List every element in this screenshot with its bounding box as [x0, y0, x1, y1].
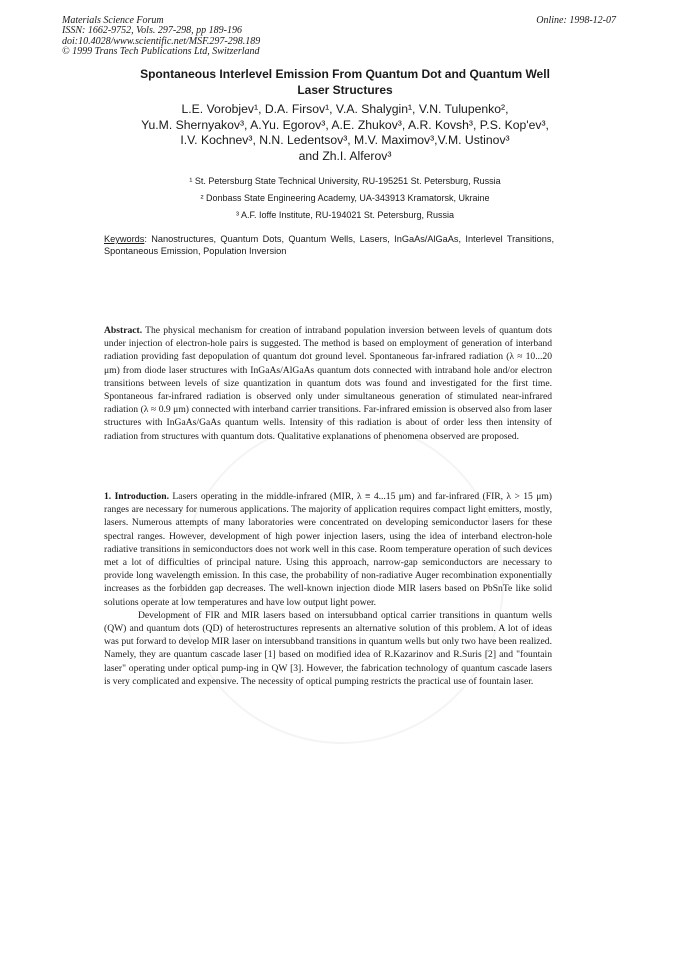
authors-line-1: L.E. Vorobjev¹, D.A. Firsov¹, V.A. Shalygin¹, V.N. Tulupenko², [181, 102, 509, 116]
intro-paragraph-1 [104, 490, 552, 609]
abstract [104, 324, 552, 443]
affiliation-1: ¹ St. Petersburg State Technical University, RU-195251 St. Petersburg, Russia [189, 176, 501, 186]
introduction-heading: 1. Introduction. [104, 491, 170, 502]
authors-line-4: and Zh.I. Alferov³ [298, 148, 392, 163]
affiliations [80, 173, 610, 224]
journal-name: Materials Science Forum [62, 15, 164, 26]
paper-title [80, 66, 610, 98]
keywords-text: : Nanostructures, Quantum Dots, Quantum Wells, Lasers, InGaAs/AlGaAs, Interlevel Transitions, Spontaneous Emission, Population Inversion [104, 234, 554, 256]
introduction-section [104, 490, 552, 688]
doi-line[interactable]: doi:10.4028/www.scientific.net/MSF.297-298.189 [62, 35, 261, 47]
keywords-block [104, 234, 554, 257]
authors-line-3: I.V. Kochnev³, N.N. Ledentsov³, M.V. Maximov³,V.M. Ustinov³ [180, 133, 510, 147]
authors-line-2: Yu.M. Shernyakov³, A.Yu. Egorov³, A.E. Zhukov³, A.R. Kovsh³, P.S. Kop'ev³, [141, 117, 549, 132]
issn-line: ISSN: 1662-9752, Vols. 297-298, pp 189-196 [62, 25, 242, 37]
title-line-1: Spontaneous Interlevel Emission From Quantum Dot and Quantum Well [140, 67, 550, 81]
intro-paragraph-1-text: Lasers operating in the middle-infrared (MIR, λ ≡ 4...15 μm) and far-infrared (FIR, λ > 15 μm) ranges are necessary for numerous applications. The majority of application requires compact light emitters, mostly, lasers. Numerous attempts of many laboratories were concentrated on developing semiconductor lasers for these spectral ranges. However, development of high power injection lasers, using the idea of interband electron-hole radiative transitions in semiconductors does not work well in this case. Room temperature operation of such devices met a lot of difficulties of principal nature. Using this approach, narrow-gap semiconductors are necessary to provide long wavelength emission. In this case, the probability of non-radiative Auger recombination exponentially increases as the forbidden gap decreases. The well-known injection diode MIR lasers based on PbSnTe like solid solutions operate at low temperatures and have low output light power. [104, 491, 553, 608]
abstract-label: Abstract. [104, 325, 143, 336]
affiliation-2: ² Donbass State Engineering Academy, UA-343913 Kramatorsk, Ukraine [200, 193, 490, 203]
affiliation-3: ³ A.F. Ioffe Institute, RU-194021 St. Petersburg, Russia [236, 210, 454, 220]
title-line-2: Laser Structures [297, 83, 393, 97]
author-list [80, 102, 610, 164]
intro-paragraph-2: Development of FIR and MIR lasers based on intersubband optical carrier transitions in quantum wells (QW) and quantum dots (QD) of heterostructures represents an alternative solution of this problem. A lot of ideas was put forward to develop MIR laser on intersubband transitions in quantum wells but only two have been realized. Namely, they are quantum cascade laser [1] based on modified idea of R.Kazarinov and R.Suris [2] and "fountain laser" operating under optical pump-ing in QW [3]. However, the fabrication technology of quantum cascade lasers is very complicated and expensive. The necessity of optical pumping restricts the practical use of fountain laser. [104, 609, 552, 687]
publication-header [62, 16, 260, 58]
online-date: Online: 1998-12-07 [536, 15, 616, 26]
abstract-text: The physical mechanism for creation of intraband population inversion between levels of quantum dots under injection of electron-hole pairs is suggested. The method is based on employment of generation of interband radiation providing fast depopulation of quantum dot ground level. Spontaneous far-infrared radiation (λ ≈ 10...20 μm) from diode laser structures with InGaAs/AlGaAs quantum dots connected with intraband hole and/or electron transitions between levels of size quantization in quantum dots was found and investigated for the first time. Spontaneous far-infrared radiation is observed only under simultaneous generation of stimulated near-infrared radiation (λ ≈ 0.9 μm) connected with interband carrier transitions. Far-infrared emission is observed also from laser structures with InGaAs/GaAs quantum wells. Intensity of this radiation is about of order less then intensity of radiation from structures with quantum dots. Qualitative explanations of phenomena observed are proposed. [104, 325, 552, 442]
keywords-label: Keywords [104, 234, 145, 244]
copyright-line: © 1999 Trans Tech Publications Ltd, Switzerland [62, 46, 260, 58]
